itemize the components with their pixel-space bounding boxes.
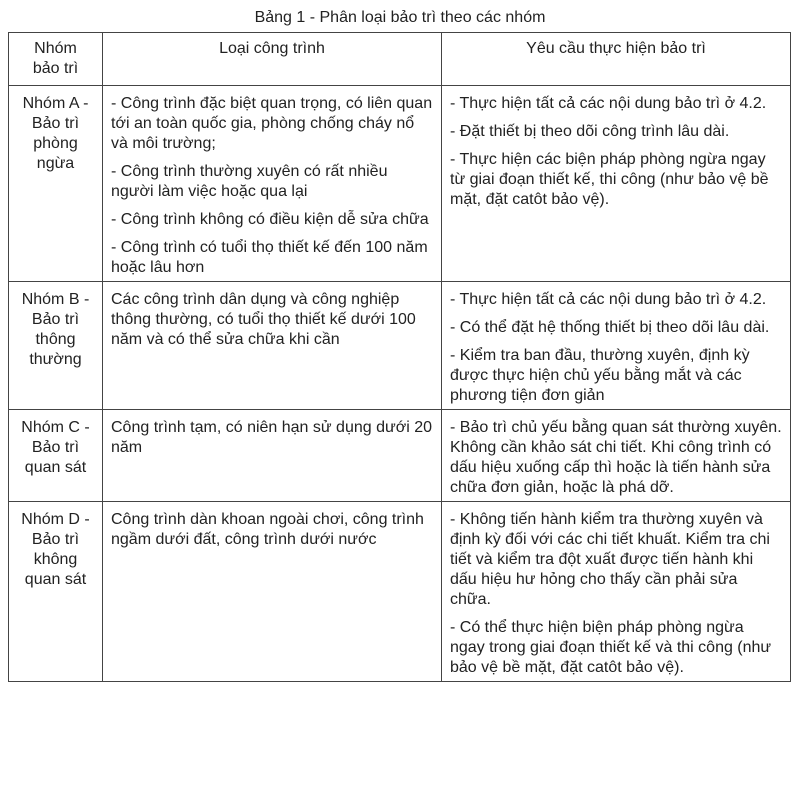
maintenance-group-cell [9, 86, 103, 282]
maintenance-group-cell [9, 410, 103, 502]
maintenance-requirement-item: - Có thể thực hiện biện pháp phòng ngừa ngay trong giai đoạn thiết kế và thi công (như bảo vệ bề mặt, đặt catôt bảo vệ). [450, 619, 772, 676]
structure-type-item: - Công trình đặc biệt quan trọng, có liên quan tới an toàn quốc gia, phòng chống cháy nổ và môi trường; [111, 95, 433, 152]
maintenance-classification-table [8, 32, 791, 682]
structure-type-item: - Công trình thường xuyên có rất nhiều người làm việc hoặc qua lại [111, 163, 388, 200]
maintenance-requirement-item: - Có thể đặt hệ thống thiết bị theo dõi lâu dài. [450, 319, 770, 336]
header-group-line2: bảo trì [32, 60, 79, 77]
table-header-row [9, 33, 791, 86]
maintenance-group-label-line: Bảo trì [31, 531, 80, 548]
structure-type-item: Công trình dàn khoan ngoài chơi, công trình ngầm dưới đất, công trình dưới nước [111, 511, 424, 548]
maintenance-requirement-item: - Kiểm tra ban đầu, thường xuyên, định kỳ được thực hiện chủ yếu bằng mắt và các phương tiện đơn giản [450, 347, 750, 404]
table-row [9, 502, 791, 682]
maintenance-group-label-line: Bảo trì [31, 439, 80, 456]
maintenance-requirement-cell [442, 86, 791, 282]
maintenance-group-label-line: Nhóm A - [22, 95, 89, 112]
maintenance-group-label-line: Nhóm D - [21, 511, 90, 528]
maintenance-requirement-cell [442, 282, 791, 410]
maintenance-requirement-item: - Đặt thiết bị theo dõi công trình lâu dài. [450, 123, 730, 140]
maintenance-group-label-line: thông [35, 331, 76, 348]
table-row [9, 282, 791, 410]
header-maintenance-requirements: Yêu cầu thực hiện bảo trì [442, 33, 791, 86]
table-row [9, 86, 791, 282]
structure-type-item: Công trình tạm, có niên hạn sử dụng dưới 20 năm [111, 419, 432, 456]
structure-type-cell [103, 410, 442, 502]
header-structure-type: Loại công trình [103, 33, 442, 86]
structure-type-cell [103, 502, 442, 682]
maintenance-group-cell [9, 502, 103, 682]
maintenance-group-label-line: quan sát [24, 459, 87, 476]
maintenance-group-label-line: phòng [33, 135, 78, 152]
maintenance-requirement-cell [442, 410, 791, 502]
table-row [9, 410, 791, 502]
maintenance-group-label-line: Nhóm C - [21, 419, 90, 436]
maintenance-group-label-line: ngừa [36, 155, 75, 172]
table-body [9, 86, 791, 682]
maintenance-requirement-item: - Không tiến hành kiểm tra thường xuyên và định kỳ đối với các chi tiết khuất. Kiểm tra chi tiết và kiểm tra đột xuất được tiến hành khi dấu hiệu hư hỏng cho thấy cần phải sửa chữa. [450, 511, 770, 608]
structure-type-cell [103, 86, 442, 282]
maintenance-requirement-item: - Bảo trì chủ yếu bằng quan sát thường xuyên. Không cần khảo sát chi tiết. Khi công trình có dấu hiệu xuống cấp thì hoặc là tiến hành sửa chữa đơn giản, hoặc là phá dỡ. [450, 419, 782, 496]
maintenance-group-cell [9, 282, 103, 410]
structure-type-item: - Công trình không có điều kiện dễ sửa chữa [111, 211, 429, 228]
maintenance-group-label-line: Nhóm B - [21, 291, 90, 308]
maintenance-group-label-line: quan sát [24, 571, 87, 588]
maintenance-group-label-line: không [33, 551, 78, 568]
structure-type-cell [103, 282, 442, 410]
structure-type-item: Các công trình dân dụng và công nghiệp thông thường, có tuổi thọ thiết kế dưới 100 năm và có thể sửa chữa khi cần [111, 291, 416, 348]
maintenance-group-label-line: thường [29, 351, 82, 368]
maintenance-requirement-item: - Thực hiện các biện pháp phòng ngừa ngay từ giai đoạn thiết kế, thi công (như bảo vệ bề mặt, đặt catôt bảo vệ). [450, 151, 769, 208]
header-group [9, 33, 103, 86]
header-group-line1: Nhóm [34, 40, 77, 57]
maintenance-requirement-item: - Thực hiện tất cả các nội dung bảo trì ở 4.2. [450, 95, 767, 112]
table-caption: Bảng 1 - Phân loại bảo trì theo các nhóm [254, 9, 546, 26]
maintenance-requirement-cell [442, 502, 791, 682]
maintenance-group-label-line: Bảo trì [31, 311, 80, 328]
maintenance-requirement-item: - Thực hiện tất cả các nội dung bảo trì ở 4.2. [450, 291, 767, 308]
maintenance-group-label-line: Bảo trì [31, 115, 80, 132]
structure-type-item: - Công trình có tuổi thọ thiết kế đến 100 năm hoặc lâu hơn [111, 239, 428, 276]
